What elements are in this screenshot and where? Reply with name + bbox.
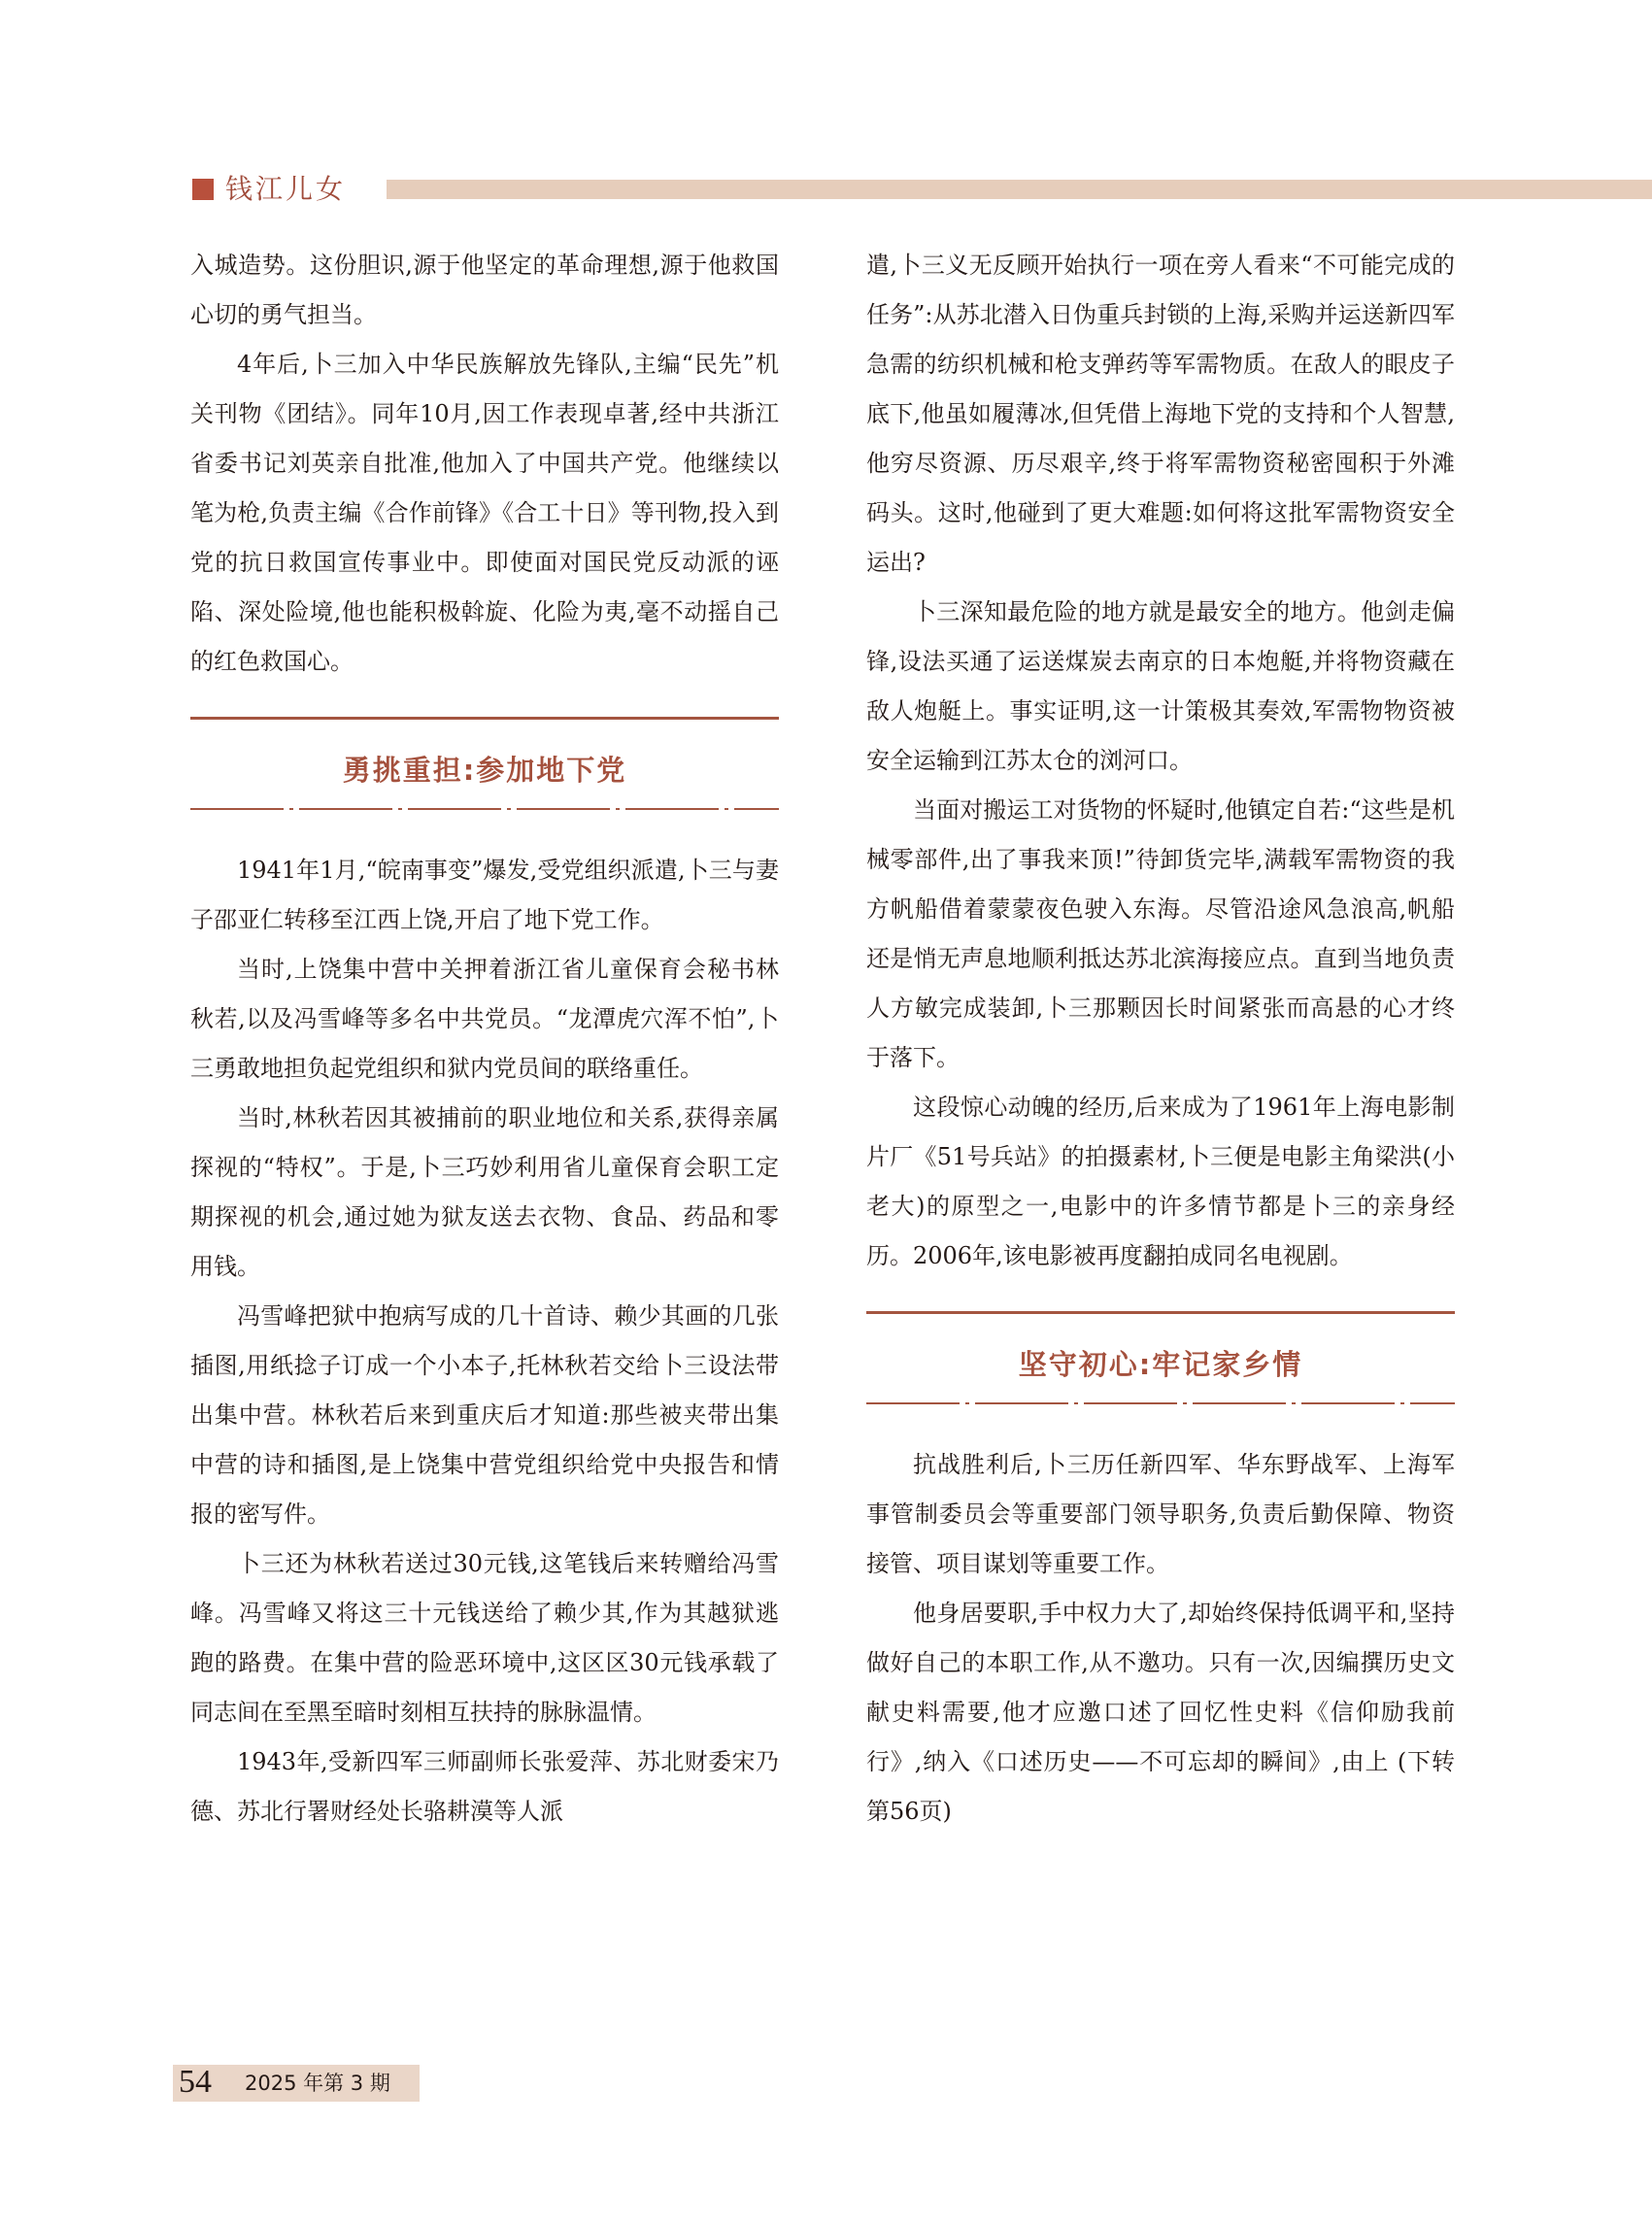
- header-square-marker: [192, 179, 214, 200]
- page-footer: [173, 2065, 420, 2102]
- section-top-rule: [866, 1311, 1455, 1314]
- section-heading: 勇挑重担:参加地下党: [342, 754, 627, 787]
- paragraph: 4年后,卜三加入中华民族解放先锋队,主编“民先”机关刊物《团结》。同年10月,因工作表现卓著,经中共浙江省委书记刘英亲自批准,他加入了中国共产党。他继续以笔为枪,负责主编《合作前锋》《合工十日》等刊物,投入到党的抗日救国宣传事业中。即使面对国民党反动派的诬陷、深处险境,他也能积极斡旋、化险为夷,毫不动摇自己的红色救国心。: [190, 351, 779, 675]
- left-column: [190, 241, 779, 1837]
- paragraph: 卜三还为林秋若送过30元钱,这笔钱后来转赠给冯雪峰。冯雪峰又将这三十元钱送给了赖少其,作为其越狱逃跑的路费。在集中营的险恶环境中,这区区30元钱承载了同志间在至黑至暗时刻相互扶持的脉脉温情。: [190, 1550, 779, 1726]
- paragraph: 遣,卜三义无反顾开始执行一项在旁人看来“不可能完成的任务”:从苏北潜入日伪重兵封锁的上海,采购并运送新四军急需的纺织机械和枪支弹药等军需物质。在敌人的眼皮子底下,他虽如履薄冰,但凭借上海地下党的支持和个人智慧,他穷尽资源、历尽艰辛,终于将军需物资秘密囤积于外滩码头。这时,他碰到了更大难题:如何将这批军需物资安全运出?: [866, 252, 1455, 576]
- page-number: 54: [179, 2064, 212, 2100]
- paragraph: 1941年1月,“皖南事变”爆发,受党组织派遣,卜三与妻子邵亚仁转移至江西上饶,开启了地下党工作。: [190, 857, 779, 933]
- issue-label: 2025 年第 3 期: [245, 2072, 390, 2095]
- paragraph: 这段惊心动魄的经历,后来成为了1961年上海电影制片厂《51号兵站》的拍摄素材,卜三便是电影主角梁洪(小老大)的原型之一,电影中的许多情节都是卜三的亲身经历。2006年,该电影被再度翻拍成同名电视剧。: [866, 1094, 1455, 1269]
- section-dashed-rule: [190, 808, 779, 810]
- section-header: [866, 1281, 1455, 1440]
- paragraph: 冯雪峰把狱中抱病写成的几十首诗、赖少其画的几张插图,用纸捻子订成一个小本子,托林秋若交给卜三设法带出集中营。林秋若后来到重庆后才知道:那些被夹带出集中营的诗和插图,是上饶集中营党组织给党中央报告和情报的密写件。: [190, 1302, 779, 1528]
- paragraph: 1943年,受新四军三师副师长张爱萍、苏北财委宋乃德、苏北行署财经处长骆耕漠等人派: [190, 1748, 779, 1825]
- right-column: [866, 241, 1455, 1837]
- paragraph: 入城造势。这份胆识,源于他坚定的革命理想,源于他救国心切的勇气担当。: [190, 252, 779, 328]
- section-heading: 坚守初心:牢记家乡情: [1018, 1348, 1303, 1381]
- section-top-rule: [190, 717, 779, 720]
- paragraph: 抗战胜利后,卜三历任新四军、华东野战军、上海军事管制委员会等重要部门领导职务,负责后勤保障、物资接管、项目谋划等重要工作。: [866, 1451, 1455, 1577]
- section-dashed-rule: [866, 1402, 1455, 1404]
- header-decorative-bar: [387, 180, 1652, 199]
- page-header: [0, 175, 1652, 206]
- header-section-title: 钱江儿女: [225, 173, 347, 205]
- paragraph: 当面对搬运工对货物的怀疑时,他镇定自若:“这些是机械零部件,出了事我来顶!”待卸货完毕,满载军需物资的我方帆船借着蒙蒙夜色驶入东海。尽管沿途风急浪高,帆船还是悄无声息地顺利抵达苏北滨海接应点。直到当地负责人方敏完成装卸,卜三那颗因长时间紧张而高悬的心才终于落下。: [866, 796, 1455, 1071]
- section-header: [190, 687, 779, 846]
- paragraph: 他身居要职,手中权力大了,却始终保持低调平和,坚持做好自己的本职工作,从不邀功。只有一次,因编撰历史文献史料需要,他才应邀口述了回忆性史料《信仰励我前行》,纳入《口述历史——不可忘却的瞬间》,由上 (下转第56页): [866, 1600, 1455, 1825]
- paragraph: 当时,林秋若因其被捕前的职业地位和关系,获得亲属探视的“特权”。于是,卜三巧妙利用省儿童保育会职工定期探视的机会,通过她为狱友送去衣物、食品、药品和零用钱。: [190, 1104, 779, 1280]
- paragraph: 卜三深知最危险的地方就是最安全的地方。他剑走偏锋,设法买通了运送煤炭去南京的日本炮艇,并将物资藏在敌人炮艇上。事实证明,这一计策极其奏效,军需物物资被安全运输到江苏太仓的浏河口。: [866, 598, 1455, 774]
- paragraph: 当时,上饶集中营中关押着浙江省儿童保育会秘书林秋若,以及冯雪峰等多名中共党员。“龙潭虎穴浑不怕”,卜三勇敢地担负起党组织和狱内党员间的联络重任。: [190, 956, 779, 1082]
